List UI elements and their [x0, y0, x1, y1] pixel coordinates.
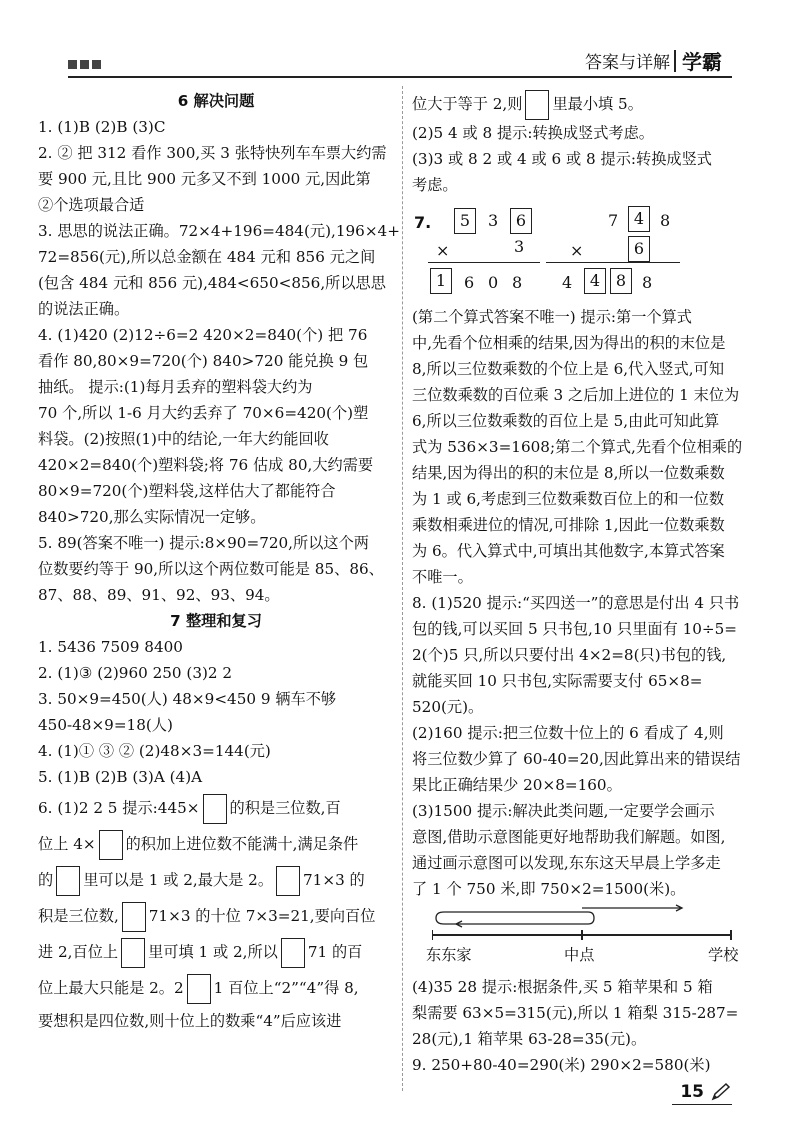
- digit: 8: [642, 273, 653, 292]
- answer-line: 不唯一。: [412, 568, 473, 586]
- answer-line: 9. 250+80-40=290(米) 290×2=580(米): [412, 1056, 711, 1074]
- digit: 4: [562, 273, 573, 292]
- answer-line: (包含 484 元和 856 元),484<650<856,所以思思: [38, 274, 386, 292]
- blank-box: [281, 938, 305, 968]
- answer-line: 3. 思思的说法正确。72×4+196=484(元),196×4+: [38, 222, 400, 240]
- digit: 6: [464, 273, 475, 292]
- blank-box: [187, 974, 211, 1004]
- answer-line: 2(个)5 只,所以只要付出 4×2=8(只)书包的钱,: [412, 646, 727, 664]
- answer-line: 中,先看个位相乘的结果,因为得出的积的末位是: [412, 334, 726, 352]
- answer-line: 28(元),1 箱苹果 63-28=35(元)。: [412, 1030, 647, 1048]
- answer-line: 72=856(元),所以总金额在 484 元和 856 元之间: [38, 248, 376, 266]
- page-number: 15: [680, 1082, 704, 1102]
- answer-line: (3)1500 提示:解决此类问题,一定要学会画示: [412, 802, 715, 820]
- answer-line: 要想积是四位数,则十位上的数乘“4”后应该进: [38, 1012, 342, 1030]
- text: 里最小填 5。: [552, 95, 643, 113]
- answer-line: 4. (1)420 (2)12÷6=2 420×2=840(个) 把 76: [38, 326, 368, 344]
- answer-line: 看作 80,80×9=720(个) 840>720 能兑换 9 包: [38, 352, 369, 370]
- left-column: [38, 88, 400, 1036]
- answer-line: 通过画示意图可以发现,东东这天早晨上学多走: [412, 854, 721, 872]
- answer-line: [38, 898, 394, 934]
- digit-box: 4: [584, 268, 606, 294]
- text: 里可填 1 或 2,所以: [148, 943, 278, 961]
- digit: 3: [488, 211, 499, 230]
- text: 里可以是 1 或 2,最大是 2。: [83, 871, 274, 889]
- text: 的积加上进位数不能满十,满足条件: [125, 835, 359, 853]
- footer-rule: [672, 1104, 732, 1105]
- answer-line: 87、88、89、91、92、93、94。: [38, 586, 280, 604]
- route-diagram: [426, 904, 764, 968]
- right-column: [412, 88, 764, 1078]
- digit-box: 6: [510, 208, 532, 234]
- answer-line: 为 6。代入算式中,可填出其他数字,本算式答案: [412, 542, 725, 560]
- answer-line: 1. (1)B (2)B (3)C: [38, 118, 166, 136]
- blank-box: [276, 866, 300, 896]
- answer-line: 了 1 个 750 米,即 750×2=1500(米)。: [412, 880, 686, 898]
- question-7-label: 7.: [414, 213, 432, 232]
- header-rule: [68, 76, 732, 78]
- answer-line: 就能买回 10 只书包,实际需要支付 65×8=: [412, 672, 703, 690]
- text: 进 2,百位上: [38, 943, 119, 961]
- text: 6. (1)2 2 5 提示:445×: [38, 799, 200, 817]
- digit: 3: [514, 237, 525, 256]
- answer-line: 位数要约等于 90,所以这个两位数可能是 85、86、: [38, 560, 384, 578]
- text: 的积是三位数,百: [229, 799, 341, 817]
- text: 71×3 的十位 7×3=21,要向百位: [148, 907, 376, 925]
- answer-line: 意图,借助示意图能更好地帮助我们解题。如图,: [412, 828, 726, 846]
- text: 积是三位数,: [38, 907, 119, 925]
- header-squares: [68, 60, 101, 69]
- text: 71 的百: [307, 943, 363, 961]
- section-6-title: 6 解决问题: [177, 92, 255, 110]
- blank-box: [56, 866, 80, 896]
- answer-line: 1. 5436 7509 8400: [38, 638, 183, 656]
- answer-line: 式为 536×3=1608;第二个算式,先看个位相乘的: [412, 438, 743, 456]
- answer-line: 70 个,所以 1-6 月大约丢弃了 70×6=420(个)塑: [38, 404, 369, 422]
- answer-line: 要 900 元,且比 900 元多又不到 1000 元,因此第: [38, 170, 371, 188]
- answer-line: 5. 89(答案不唯一) 提示:8×90=720,所以这个两: [38, 534, 369, 552]
- answer-line: (3)3 或 8 2 或 4 或 6 或 8 提示:转换成竖式: [412, 150, 712, 168]
- answer-line: 考虑。: [412, 176, 458, 194]
- digit-box: 4: [628, 206, 650, 232]
- digit-box: 5: [454, 208, 476, 234]
- answer-line: ②个选项最合适: [38, 196, 145, 214]
- blank-box: [122, 902, 146, 932]
- answer-line: 三位数乘数的百位乘 3 之后加上进位的 1 末位为: [412, 386, 740, 404]
- header-divider: [674, 50, 676, 72]
- answer-line: 为 1 或 6,考虑到三位数乘数百位上的和一位数: [412, 490, 725, 508]
- text: 71×3 的: [303, 871, 365, 889]
- header-brand: 学霸: [682, 50, 722, 74]
- text: 的: [38, 871, 54, 889]
- column-divider: [402, 86, 403, 1091]
- digit: 0: [488, 273, 499, 292]
- answer-line: 420×2=840(个)塑料袋;将 76 估成 80,大约需要: [38, 456, 374, 474]
- answer-line: 6,所以三位数乘数的百位上是 5,由此可知此算: [412, 412, 720, 430]
- answer-line: 的说法正确。: [38, 300, 130, 318]
- digit-box: 6: [628, 236, 650, 262]
- times-sign: ×: [570, 241, 584, 260]
- blank-box: [121, 938, 145, 968]
- answer-line: (2)5 4 或 8 提示:转换成竖式考虑。: [412, 124, 654, 142]
- answer-line: 2. (1)③ (2)960 250 (3)2 2: [38, 664, 233, 682]
- answer-line: 4. (1)① ③ ② (2)48×3=144(元): [38, 742, 271, 760]
- answer-line: 520(元)。: [412, 698, 484, 716]
- answer-line: 8,所以三位数乘数的个位上是 6,代入竖式,可知: [412, 360, 725, 378]
- text: 1 百位上“2”“4”得 8,: [213, 979, 359, 997]
- digit-box: 8: [610, 268, 632, 294]
- answer-line: 将三位数少算了 60-40=20,因此算出来的错误结: [412, 750, 741, 768]
- answer-line: 5. (1)B (2)B (3)A (4)A: [38, 768, 203, 786]
- answer-line: 8. (1)520 提示:“买四送一”的意思是付出 4 只书: [412, 594, 740, 612]
- answer-line: [38, 862, 394, 898]
- answer-line: [38, 970, 394, 1006]
- answer-line: (2)160 提示:把三位数十位上的 6 看成了 4,则: [412, 724, 724, 742]
- digit: 8: [660, 211, 671, 230]
- rule: [546, 262, 680, 263]
- header-title: 答案与详解: [585, 53, 670, 73]
- answer-line: 840>720,那么实际情况一定够。: [38, 508, 266, 526]
- answer-line: 2. ② 把 312 看作 300,买 3 张特快列车车票大约需: [38, 144, 387, 162]
- route-arrows: [432, 904, 732, 944]
- answer-line: 抽纸。 提示:(1)每月丢弃的塑料袋大约为: [38, 378, 313, 396]
- answer-line: 结果,因为得出的积的末位是 8,所以一位数乘数: [412, 464, 725, 482]
- answer-line: 果比正确结果少 20×8=160。: [412, 776, 622, 794]
- answer-line: 80×9=720(个)塑料袋,这样估大了都能符合: [38, 482, 336, 500]
- pencil-icon: [710, 1082, 732, 1102]
- answer-line: [412, 88, 764, 120]
- blank-box: [525, 90, 549, 120]
- answer-line: (4)35 28 提示:根据条件,买 5 箱苹果和 5 箱: [412, 978, 713, 996]
- label-school: 学校: [708, 946, 739, 964]
- answer-line: 包的钱,可以买回 5 只书包,10 只里面有 10÷5=: [412, 620, 738, 638]
- answer-line: 梨需要 63×5=315(元),所以 1 箱梨 315-287=: [412, 1004, 739, 1022]
- label-home: 东东家: [426, 946, 472, 964]
- times-sign: ×: [436, 241, 450, 260]
- answer-line: [38, 790, 394, 826]
- vertical-multiplication: [412, 202, 764, 300]
- answer-line: 乘数相乘进位的情况,可排除 1,因此一位数乘数: [412, 516, 725, 534]
- digit: 7: [608, 211, 619, 230]
- label-midpoint: 中点: [564, 946, 595, 964]
- answer-line: (第二个算式答案不唯一) 提示:第一个算式: [412, 308, 692, 326]
- digit-box: 1: [430, 268, 452, 294]
- section-7-title: 7 整理和复习: [170, 612, 262, 630]
- answer-line: 料袋。(2)按照(1)中的结论,一年大约能回收: [38, 430, 329, 448]
- digit: 8: [512, 273, 523, 292]
- answer-line: [38, 826, 394, 862]
- text: 位上最大只能是 2。2: [38, 979, 184, 997]
- text: 位大于等于 2,则: [412, 95, 523, 113]
- blank-box: [99, 830, 123, 860]
- answer-line: [38, 934, 394, 970]
- rule: [428, 262, 540, 263]
- blank-box: [203, 794, 227, 824]
- text: 位上 4×: [38, 835, 96, 853]
- answer-line: 3. 50×9=450(人) 48×9<450 9 辆车不够: [38, 690, 337, 708]
- answer-line: 450-48×9=18(人): [38, 716, 173, 734]
